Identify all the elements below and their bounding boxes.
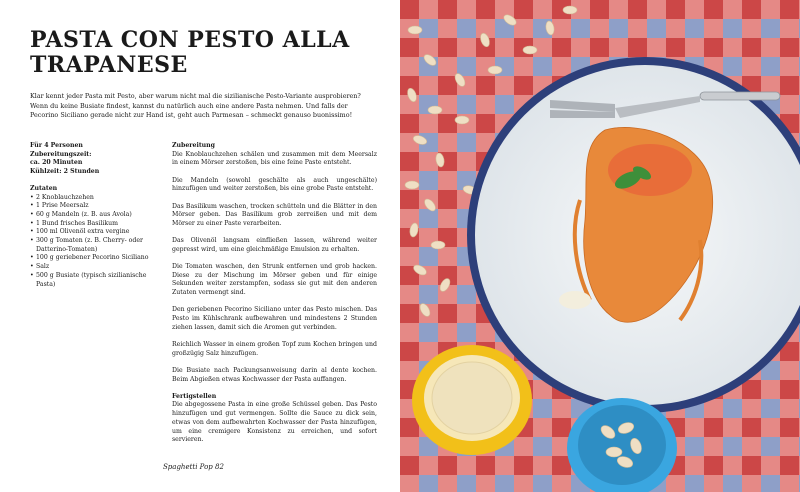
ingredients-title: Zutaten xyxy=(30,184,58,192)
ingredient-item: • 2 Knoblauchzehen xyxy=(30,194,150,203)
food-photo xyxy=(400,0,800,492)
finish-title: Fertigstellen xyxy=(172,392,217,400)
ingredient-item: • 100 g geriebener Pecorino Siciliano xyxy=(30,254,150,263)
ingredients-list xyxy=(30,194,150,290)
preparation-step: Die Busiate nach Packungsanweisung darin al dente kochen. Beim Abgießen etwas Kochwasser der Pasta auffangen. xyxy=(172,366,377,383)
ingredient-item: • 1 Bund frisches Basilikum xyxy=(30,220,150,229)
preparation-step: Die Mandeln (sowohl geschälte als auch ungeschälte) hinzufügen und weiter zerstoßen, bis eine grobe Paste entsteht. xyxy=(172,176,377,193)
ingredient-item: • Salz xyxy=(30,263,150,272)
preparation-step: Die Knoblauchzehen schälen und zusammen mit dem Meersalz in einem Mörser zerstoßen, bis eine feine Paste entsteht. xyxy=(172,150,377,167)
ingredient-item: • 300 g Tomaten (z. B. Cherry- oder Datterino-Tomaten) xyxy=(30,237,150,254)
photo-illustration xyxy=(400,0,800,492)
cheese-bowl xyxy=(412,345,532,455)
chill-time: Kühlzeit: 2 Stunden xyxy=(30,168,100,176)
preparation-step: Das Olivenöl langsam einfließen lassen, während weiter gepresst wird, um eine gleichmäßige Emulsion zu erhalten. xyxy=(172,237,377,253)
recipe-meta-column xyxy=(30,142,150,289)
preparation-step: Reichlich Wasser in einem großen Topf zum Kochen bringen und großzügig Salz hinzufügen. xyxy=(172,340,377,357)
prep-label: Zubereitungszeit: xyxy=(30,150,92,158)
preparation-step: Die Tomaten waschen, den Strunk entfernen und grob hacken. Diese zu der Mischung im Mörser geben und für einige Sekunden weiter zerstampfen, sodass sie gut mit den anderen Zutaten vermengt sind. xyxy=(172,263,377,297)
ingredient-item: • 500 g Busiate (typisch sizilianische Pasta) xyxy=(30,272,150,289)
page-footer: Spaghetti Pop 82 xyxy=(163,463,224,471)
ingredient-item: • 100 ml Olivenöl extra vergine xyxy=(30,228,150,237)
preparation-step: Den geriebenen Pecorino Siciliano unter das Pesto mischen. Das Pesto im Kühlschrank aufbewahren und mindestens 2 Stunden ziehen lassen, damit sich die Aromen gut verbinden. xyxy=(172,306,377,331)
recipe-intro: Klar kennt jeder Pasta mit Pesto, aber warum nicht mal die sizilianische Pesto-Variante ausprobieren? Wenn du keine Busiate findest, kannst du natürlich auch eine andere Pasta nehmen. Und falls der Pecorino Siciliano gerade nicht zur Hand ist, geht auch Parmesan – schmeckt genauso buonissimo! xyxy=(30,92,361,119)
preparation-column xyxy=(172,142,377,453)
grated-cheese xyxy=(559,291,591,309)
preparation-title: Zubereitung xyxy=(172,142,216,149)
ingredient-item: • 60 g Mandeln (z. B. aus Avola) xyxy=(30,211,150,220)
finish-text: Die abgegossene Pasta in eine große Schüssel geben. Das Pesto hinzufügen und gut vermengen. Sollte die Sauce zu dick sein, etwas von dem aufbewahrten Kochwasser der Pasta hinzufügen, um eine cremigere Konsistenz zu erreichen, und sofort servieren. xyxy=(172,401,377,444)
recipe-title: PASTA CON PESTO ALLA TRAPANESE xyxy=(30,27,350,78)
servings: Für 4 Personen xyxy=(30,142,83,149)
preparation-step: Das Basilikum waschen, trocken schütteln und die Blätter in den Mörser geben. Das Basilikum grob zerreißen und mit dem Mörser zu einer Paste verarbeiten. xyxy=(172,202,377,227)
ingredient-item: • 1 Prise Meersalz xyxy=(30,202,150,211)
prep-time: ca. 20 Minuten xyxy=(30,159,83,167)
